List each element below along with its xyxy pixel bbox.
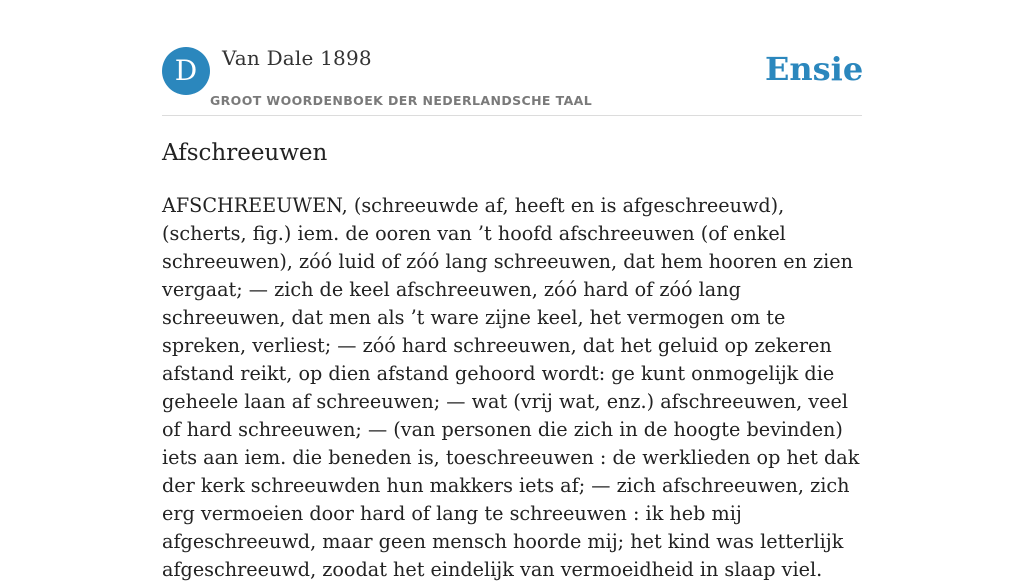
entry-title: Afschreeuwen bbox=[162, 140, 328, 166]
header-divider bbox=[162, 115, 862, 116]
brand-logo-link[interactable]: Ensie bbox=[765, 50, 864, 88]
dictionary-subtitle: GROOT WOORDENBOEK DER NEDERLANDSCHE TAAL bbox=[210, 93, 593, 108]
entry-definition: AFSCHREEUWEN, (schreeuwde af, heeft en is afgeschreeuwd), (scherts, fig.) iem. de ooren van ’t hoofd afschreeuwen (of enkel schreeuwen), zóó luid of zóó lang schreeuwen, dat hem hooren en zien vergaat; — zich de keel afschreeuwen, zóó hard of zóó lang schreeuwen, dat men als ’t ware zijne keel, het vermogen om te spreken, verliest; — zóó hard schreeuwen, dat het geluid op zekeren afstand reikt, op dien afstand gehoord wordt: ge kunt onmogelijk die geheele laan af schreeuwen; — wat (vrij wat, enz.) afschreeuwen, veel of hard schreeuwen; — (van personen die zich in de hoogte bevinden) iets aan iem. die beneden is, toeschreeuwen : de werklieden op het dak der kerk schreeuwden hun makkers iets af; — zich afschreeuwen, zich erg vermoeien door hard of lang te schreeuwen : ik heb mij afgeschreeuwd, maar geen mensch hoorde mij; het kind was letterlijk afgeschreeuwd, zoodat het eindelijk van vermoeidheid in slaap viel. bbox=[162, 194, 860, 581]
dictionary-name[interactable]: Van Dale 1898 bbox=[222, 46, 372, 70]
dictionary-avatar[interactable]: D bbox=[162, 47, 210, 95]
